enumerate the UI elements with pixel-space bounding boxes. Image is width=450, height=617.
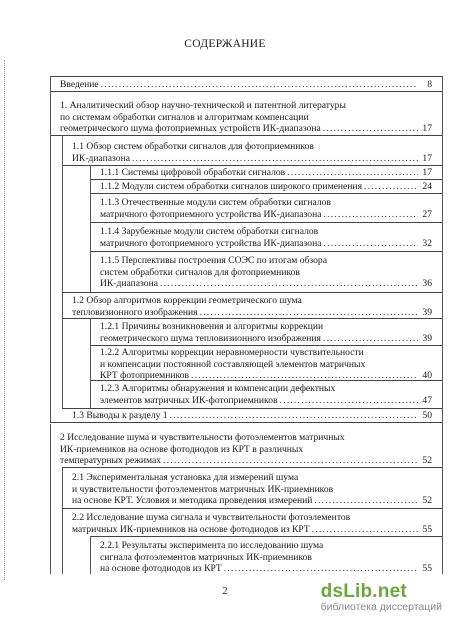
toc-entry-1-2: 1.2 Обзор алгоритмов коррекции геометрического шума тепловизионного изображения . . . 39 — [72, 295, 432, 318]
toc-page-number: 52 — [422, 495, 432, 507]
toc-page-number: 17 — [422, 167, 432, 178]
toc-entry-1-1-5: 1.1.5 Перспективы построения СОЭС по итогам обзора систем обработки сигналов для фотоприемников ИК-диапазона . . . 36 — [100, 255, 432, 290]
toc-frame-inner-111 — [90, 165, 91, 292]
toc-frame-inner-121 — [90, 318, 91, 408]
page-number: 2 — [222, 586, 228, 597]
toc-entry-1-2-2: 1.2.2 Алгоритмы коррекции неравномерности чувствительности и компенсации постоянной составляющей элементов матричных КРТ фотоприемников . . . 40 — [100, 347, 432, 382]
toc-entry-2-2-1: 2.2.1 Результаты эксперимента по исследованию шума сигнала фотоэлементов матричных ИК-приемников на основе фотодиодов из КРТ . . . 55 — [100, 540, 432, 575]
watermark — [321, 581, 442, 613]
toc-entry-introduction: Введение . . . 8 — [60, 79, 432, 91]
toc-rule-114 — [90, 251, 442, 252]
toc-entry-chapter-1: 1. Аналитический обзор научно-технической и патентной литературы по системам обработки сигналов и алгоритмам компенсации геометрического шума фотоприемных устройств ИК-диапазона . . . 17 — [60, 100, 432, 135]
toc-frame-inner-11 — [62, 135, 63, 408]
toc-rule-115 — [62, 292, 442, 293]
toc-page-number: 55 — [422, 563, 432, 575]
toc-rule-113 — [90, 222, 442, 223]
toc-entry-1-2-1: 1.2.1 Причины возникновения и алгоритмы коррекции геометрического шума тепловизионного изображения . . . 39 — [100, 321, 432, 344]
toc-rule-ch2 — [62, 467, 442, 468]
toc-entry-1-1: 1.1 Обзор систем обработки сигналов для фотоприемников ИК-диапазона . . . 17 — [72, 141, 432, 164]
toc-frame-inner-221 — [90, 536, 91, 574]
toc-frame-inner-21 — [62, 467, 63, 574]
toc-page-number: 55 — [422, 523, 432, 535]
toc-frame-right — [442, 76, 443, 574]
watermark-subtitle: библиотека диссертаций — [320, 601, 442, 613]
toc-frame-left-ch2 — [50, 424, 51, 574]
toc-entry-1-1-1: 1.1.1 Системы цифровой обработки сигналов . . . 17 — [100, 167, 432, 179]
toc-rule-ch1 — [50, 135, 442, 136]
toc-page-number: 27 — [422, 208, 432, 220]
toc-page-number: 40 — [422, 370, 432, 382]
toc-page-number: 39 — [422, 332, 432, 344]
toc-rule-intro — [50, 91, 442, 92]
toc-page-number: 52 — [422, 455, 432, 467]
toc-rule-11 — [62, 165, 442, 166]
toc-page-number: 47 — [422, 394, 432, 406]
watermark-logo: dsLib.net — [320, 581, 407, 602]
toc-rule-112 — [90, 193, 442, 194]
toc-page-number: 24 — [422, 181, 432, 192]
toc-entry-1-1-2: 1.1.2 Модули систем обработки сигналов широкого применения . . . 24 — [100, 181, 432, 193]
toc-page-number: 8 — [427, 79, 432, 90]
toc-rule-13 — [50, 422, 442, 423]
toc-page-number: 17 — [422, 152, 432, 164]
toc-rule-121 — [90, 345, 442, 346]
toc-entry-1-3: 1.3 Выводы к разделу 1 . . . 50 — [72, 410, 432, 422]
toc-page-number: 17 — [422, 123, 432, 135]
toc-rule-22 — [90, 536, 442, 537]
toc-rule-111 — [90, 179, 442, 180]
toc-rule-123 — [62, 408, 442, 409]
toc-rule-top — [50, 76, 442, 77]
toc-entry-chapter-2: 2 Исследование шума и чувствительности фотоэлементов матричных ИК-приемников на основе фотодиодов из КРТ в различных температурных режимах . . . 52 — [60, 432, 432, 467]
page-title: СОДЕРЖАНИЕ — [184, 38, 266, 50]
toc-page-number: 39 — [422, 306, 432, 318]
toc-entry-1-2-3: 1.2.3 Алгоритмы обнаружения и компенсации дефектных элементов матричных ИК-фотоприемников . . . 47 — [100, 383, 432, 406]
toc-entry-1-1-3: 1.1.3 Отечественные модули систем обработки сигналов матричного фотоприемного устройства ИК-диапазона . . . 27 — [100, 197, 432, 220]
toc-entry-1-1-4: 1.1.4 Зарубежные модули систем обработки сигналов матричного фотоприемного устройства ИК-диапазона . . . 32 — [100, 226, 432, 249]
toc-page-number: 36 — [422, 278, 432, 290]
toc-page-number: 50 — [422, 410, 432, 421]
toc-entry-2-2: 2.2 Исследование шума сигнала и чувствительности фотоэлементов матричных ИК-приемников на основе фотодиодов из КРТ . . . 55 — [72, 512, 432, 535]
toc-page-number: 32 — [422, 237, 432, 249]
toc-frame-left — [50, 76, 51, 422]
toc-entry-2-1: 2.1 Экспериментальная установка для измерений шума и чувствительности фотоэлементов матричных ИК-приемников на основе КРТ. Условия и методика проведения измерений . . . 52 — [72, 472, 432, 507]
toc-rule-21 — [62, 508, 442, 509]
